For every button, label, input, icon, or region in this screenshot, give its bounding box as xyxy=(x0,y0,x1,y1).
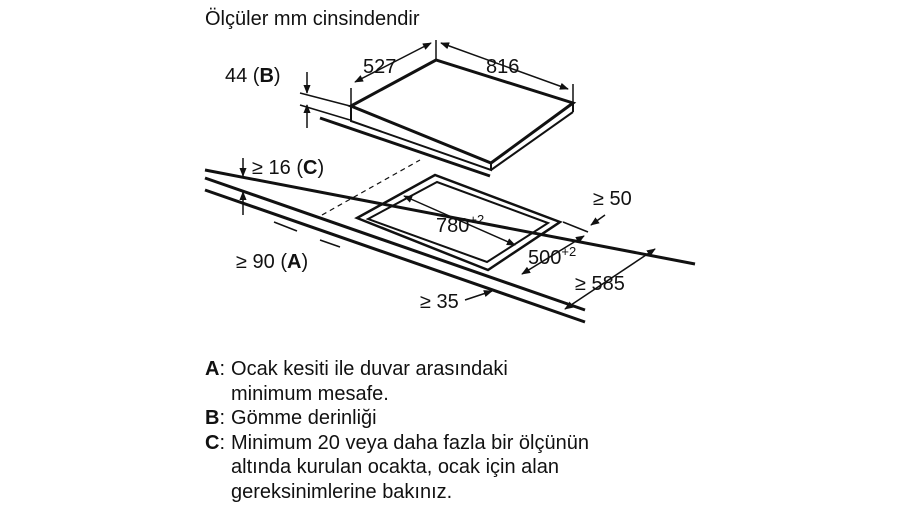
label-width-816: 816 xyxy=(486,56,520,78)
dimensions-unit-title: Ölçüler mm cinsindendir xyxy=(205,8,420,30)
dim-embed-ref-upper xyxy=(300,93,350,106)
legend-separator: : xyxy=(219,431,226,454)
legend-text: Ocak kesiti ile duvar arasındaki minimum mesafe. xyxy=(231,358,508,405)
legend-key: C xyxy=(205,431,220,454)
dim-front-gap-tick1 xyxy=(274,222,297,231)
label-cutout-width: $780^{+2}$ xyxy=(436,212,485,237)
label-wall-gap-key: C xyxy=(303,157,318,179)
legend-separator: : xyxy=(219,407,226,429)
label-front-edge: ≥ 35 xyxy=(420,291,459,313)
legend xyxy=(205,357,589,504)
label-embed-depth-key: B xyxy=(259,65,274,87)
dim-side-gap-arrow xyxy=(591,215,605,225)
dim-front-edge-arrow xyxy=(465,291,492,300)
legend-key: A xyxy=(205,358,220,380)
projection-line xyxy=(322,160,420,215)
legend-item-c xyxy=(205,431,589,505)
label-depth-527: 527 xyxy=(363,56,397,78)
legend-item-a xyxy=(205,357,589,406)
legend-separator: : xyxy=(219,358,226,380)
label-front-gap: ≥ 90 (A) xyxy=(236,251,309,273)
dim-front-gap-tick2 xyxy=(320,240,340,247)
hob-dimension-lines xyxy=(300,40,573,128)
label-cutout-depth: $500^{+2}$ xyxy=(528,244,577,269)
label-side-gap: ≥ 50 xyxy=(593,188,632,210)
legend-text: Gömme derinliği xyxy=(231,407,377,429)
label-embed-depth: 44 (B) xyxy=(225,65,281,87)
legend-key: B xyxy=(205,407,220,429)
legend-item-b xyxy=(205,406,589,431)
label-front-gap-key: A xyxy=(287,251,302,273)
legend-text: Minimum 20 veya daha fazla bir ölçünün altında kurulan ocakta, ocak için alan gereksinimlerine bakınız. xyxy=(231,431,589,503)
label-wall-gap: ≥ 16 (C) xyxy=(252,157,325,179)
label-countertop-depth: ≥ 585 xyxy=(575,273,625,295)
